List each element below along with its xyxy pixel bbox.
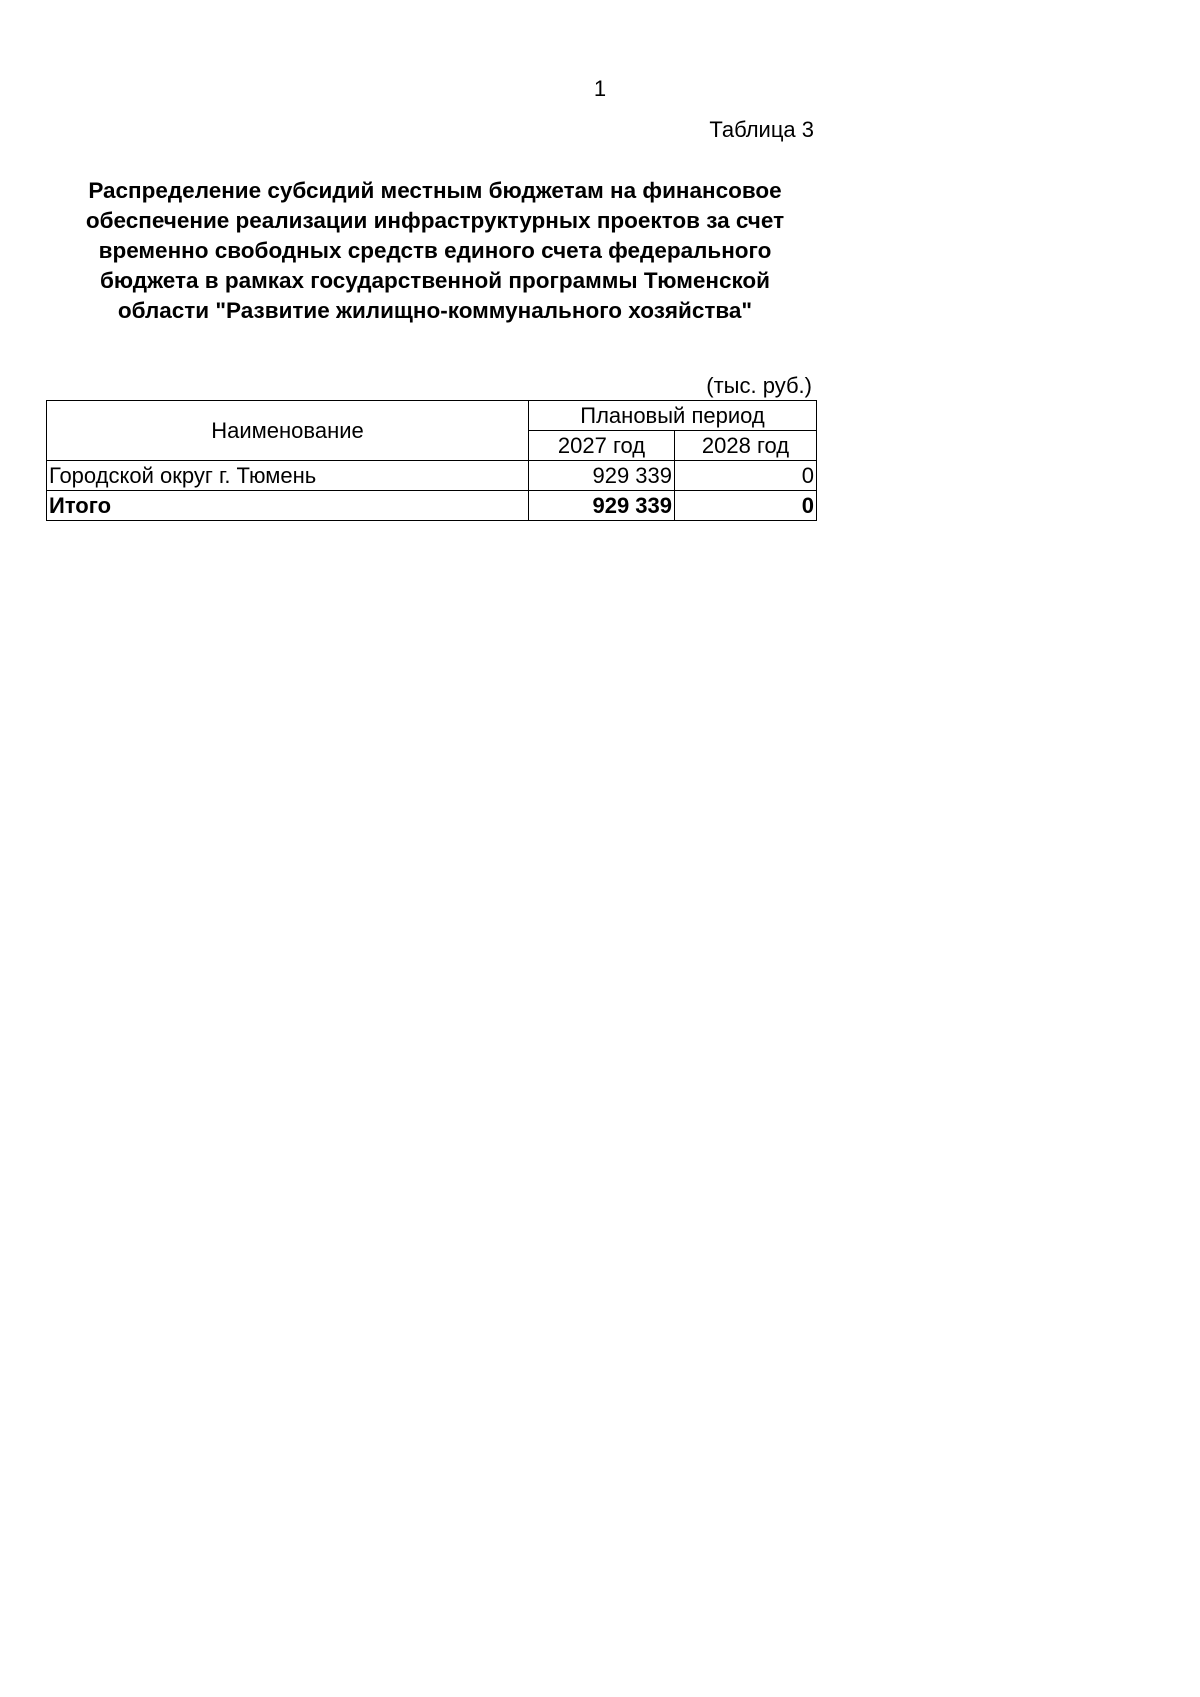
row-name-cell: Городской округ г. Тюмень [47, 461, 529, 491]
header-row [47, 401, 817, 431]
name-column-header: Наименование [47, 401, 529, 461]
year-2027-header: 2027 год [529, 431, 675, 461]
year-2028-header: 2028 год [675, 431, 817, 461]
total-name-cell: Итого [47, 491, 529, 521]
row-value-2027: 929 339 [529, 461, 675, 491]
title-line: обеспечение реализации инфраструктурных проектов за счет [85, 208, 785, 233]
total-value-2027: 929 339 [529, 491, 675, 521]
title-line: временно свободных средств единого счета федерального [98, 238, 772, 263]
units-label: (тыс. руб.) [706, 373, 812, 398]
title-line: области "Развитие жилищно-коммунального хозяйства" [117, 298, 753, 323]
row-value-2028: 0 [675, 461, 817, 491]
planned-period-header: Плановый период [529, 401, 817, 431]
total-value-2028: 0 [675, 491, 817, 521]
document-title [40, 176, 830, 326]
table-row [47, 461, 817, 491]
title-line: Распределение субсидий местным бюджетам на финансовое [88, 178, 782, 203]
subsidy-table [46, 400, 817, 521]
title-line: бюджета в рамках государственной программы Тюменской [99, 268, 771, 293]
page-number: 1 [593, 76, 607, 101]
total-row [47, 491, 817, 521]
table-label: Таблица 3 [709, 117, 814, 142]
